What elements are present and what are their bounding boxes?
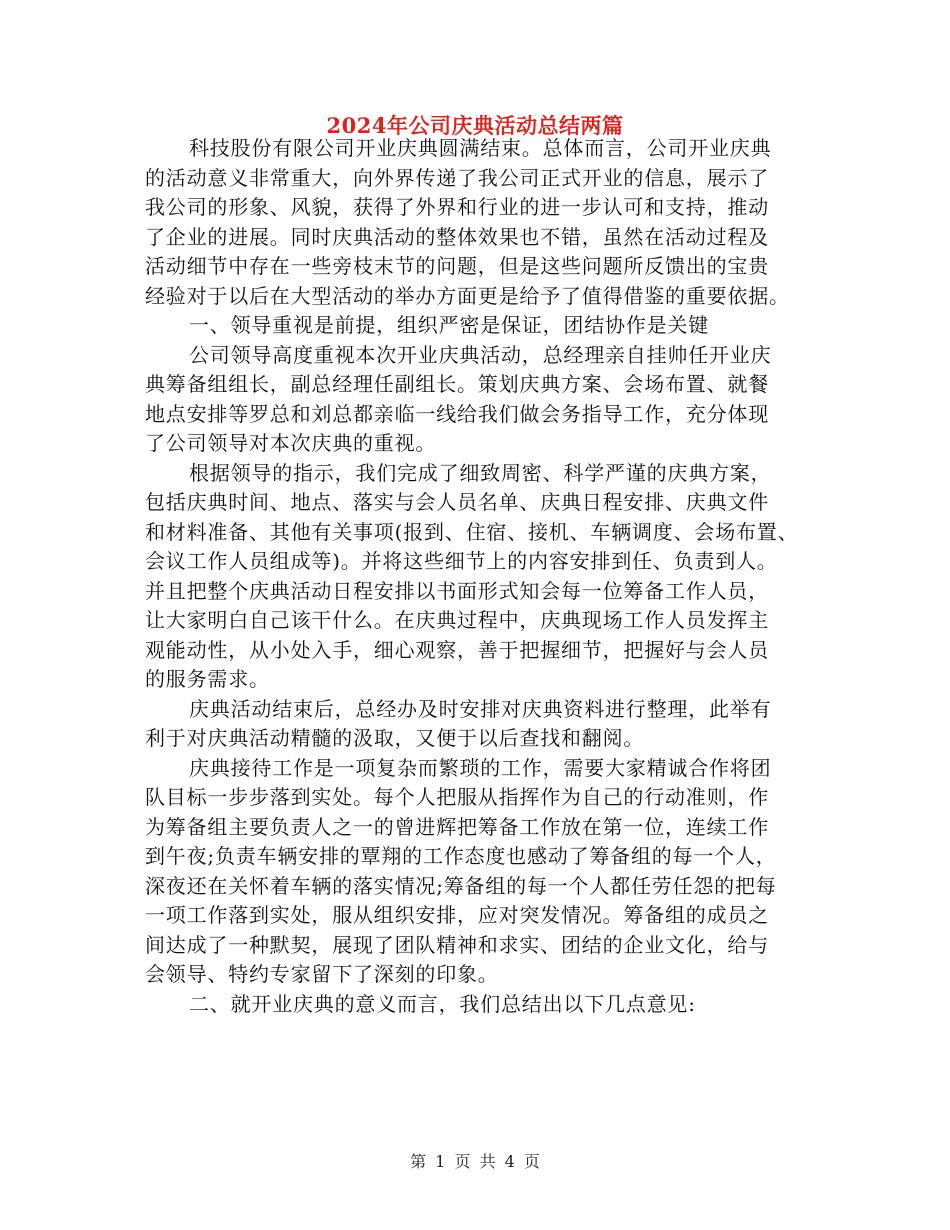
paragraph-line: 活动细节中存在一些旁枝末节的问题，但是这些问题所反馈出的宝贵 [145, 254, 769, 278]
paragraph-line: 观能动性，从小处入手，细心观察，善于把握细节，把握好与会人员 [145, 637, 769, 662]
paragraph-first-line: 庆典活动结束后，总经办及时安排对庆典资料进行整理，此举有 [189, 696, 772, 721]
paragraph-line: 到午夜;负责车辆安排的覃翔的工作态度也感动了筹备组的每一个人， [145, 844, 777, 868]
paragraph-line: 经验对于以后在大型活动的举办方面更是给予了值得借鉴的重要依据。 [145, 283, 790, 308]
paragraph-line: 并且把整个庆典活动日程安排以书面形式知会每一位筹备工作人员， [145, 578, 769, 603]
paragraph-line: 为筹备组主要负责人之一的曾进辉把筹备工作放在第一位，连续工作 [145, 814, 769, 839]
paragraph-first-line: 一、领导重视是前提，组织严密是保证，团结协作是关键 [189, 313, 709, 337]
page-footer: 第 1 页 共 4 页 [410, 1152, 540, 1171]
paragraph-first-line: 公司领导高度重视本次开业庆典活动，总经理亲自挂帅任开业庆 [189, 342, 772, 367]
document-body [145, 134, 825, 1019]
paragraph-first-line: 根据领导的指示，我们完成了细致周密、科学严谨的庆典方案， [189, 460, 772, 485]
paragraph-line: 和材料准备、其他有关事项(报到、住宿、接机、车辆调度、会场布置、 [145, 519, 799, 544]
paragraph-line: 地点安排等罗总和刘总都亲临一线给我们做会务指导工作，充分体现 [145, 401, 769, 426]
paragraph-line: 让大家明白自己该干什么。在庆典过程中，庆典现场工作人员发挥主 [145, 608, 769, 632]
paragraph-first-line: 科技股份有限公司开业庆典圆满结束。总体而言，公司开业庆典 [189, 136, 772, 160]
paragraph-line: 会领导、特约专家留下了深刻的印象。 [145, 962, 499, 986]
paragraph-line: 队目标一步步落到实处。每个人把服从指挥作为自己的行动准则，作 [145, 785, 769, 809]
paragraph-line: 的服务需求。 [145, 667, 270, 691]
paragraph-line: 一项工作落到实处，服从组织安排，应对突发情况。筹备组的成员之 [145, 903, 769, 927]
paragraph-first-line: 庆典接待工作是一项复杂而繁琐的工作，需要大家精诚合作将团 [189, 755, 772, 780]
paragraph-line: 的活动意义非常重大，向外界传递了我公司正式开业的信息，展示了 [145, 165, 769, 190]
paragraph-line: 典筹备组组长，副总经理任副组长。策划庆典方案、会场布置、就餐 [145, 372, 769, 396]
paragraph-line: 间达成了一种默契，展现了团队精神和求实、团结的企业文化，给与 [145, 932, 769, 957]
paragraph-line: 了企业的进展。同时庆典活动的整体效果也不错，虽然在活动过程及 [145, 224, 769, 249]
paragraph-first-line: 二、就开业庆典的意义而言，我们总结出以下几点意见: [189, 991, 696, 1016]
paragraph-line: 会议工作人员组成等)。并将这些细节上的内容安排到任、负责到人。 [145, 549, 778, 573]
paragraph-line: 利于对庆典活动精髓的汲取，又便于以后查找和翻阅。 [145, 726, 645, 750]
document-title: 2024年公司庆典活动总结两篇 [326, 113, 624, 138]
paragraph-line: 了公司领导对本次庆典的重视。 [145, 431, 437, 455]
paragraph-line: 包括庆典时间、地点、落实与会人员名单、庆典日程安排、庆典文件 [145, 490, 769, 514]
paragraph-line: 深夜还在关怀着车辆的落实情况;筹备组的每一个人都任劳任怨的把每 [145, 873, 777, 898]
paragraph-line: 我公司的形象、风貌，获得了外界和行业的进一步认可和支持，推动 [145, 195, 769, 219]
